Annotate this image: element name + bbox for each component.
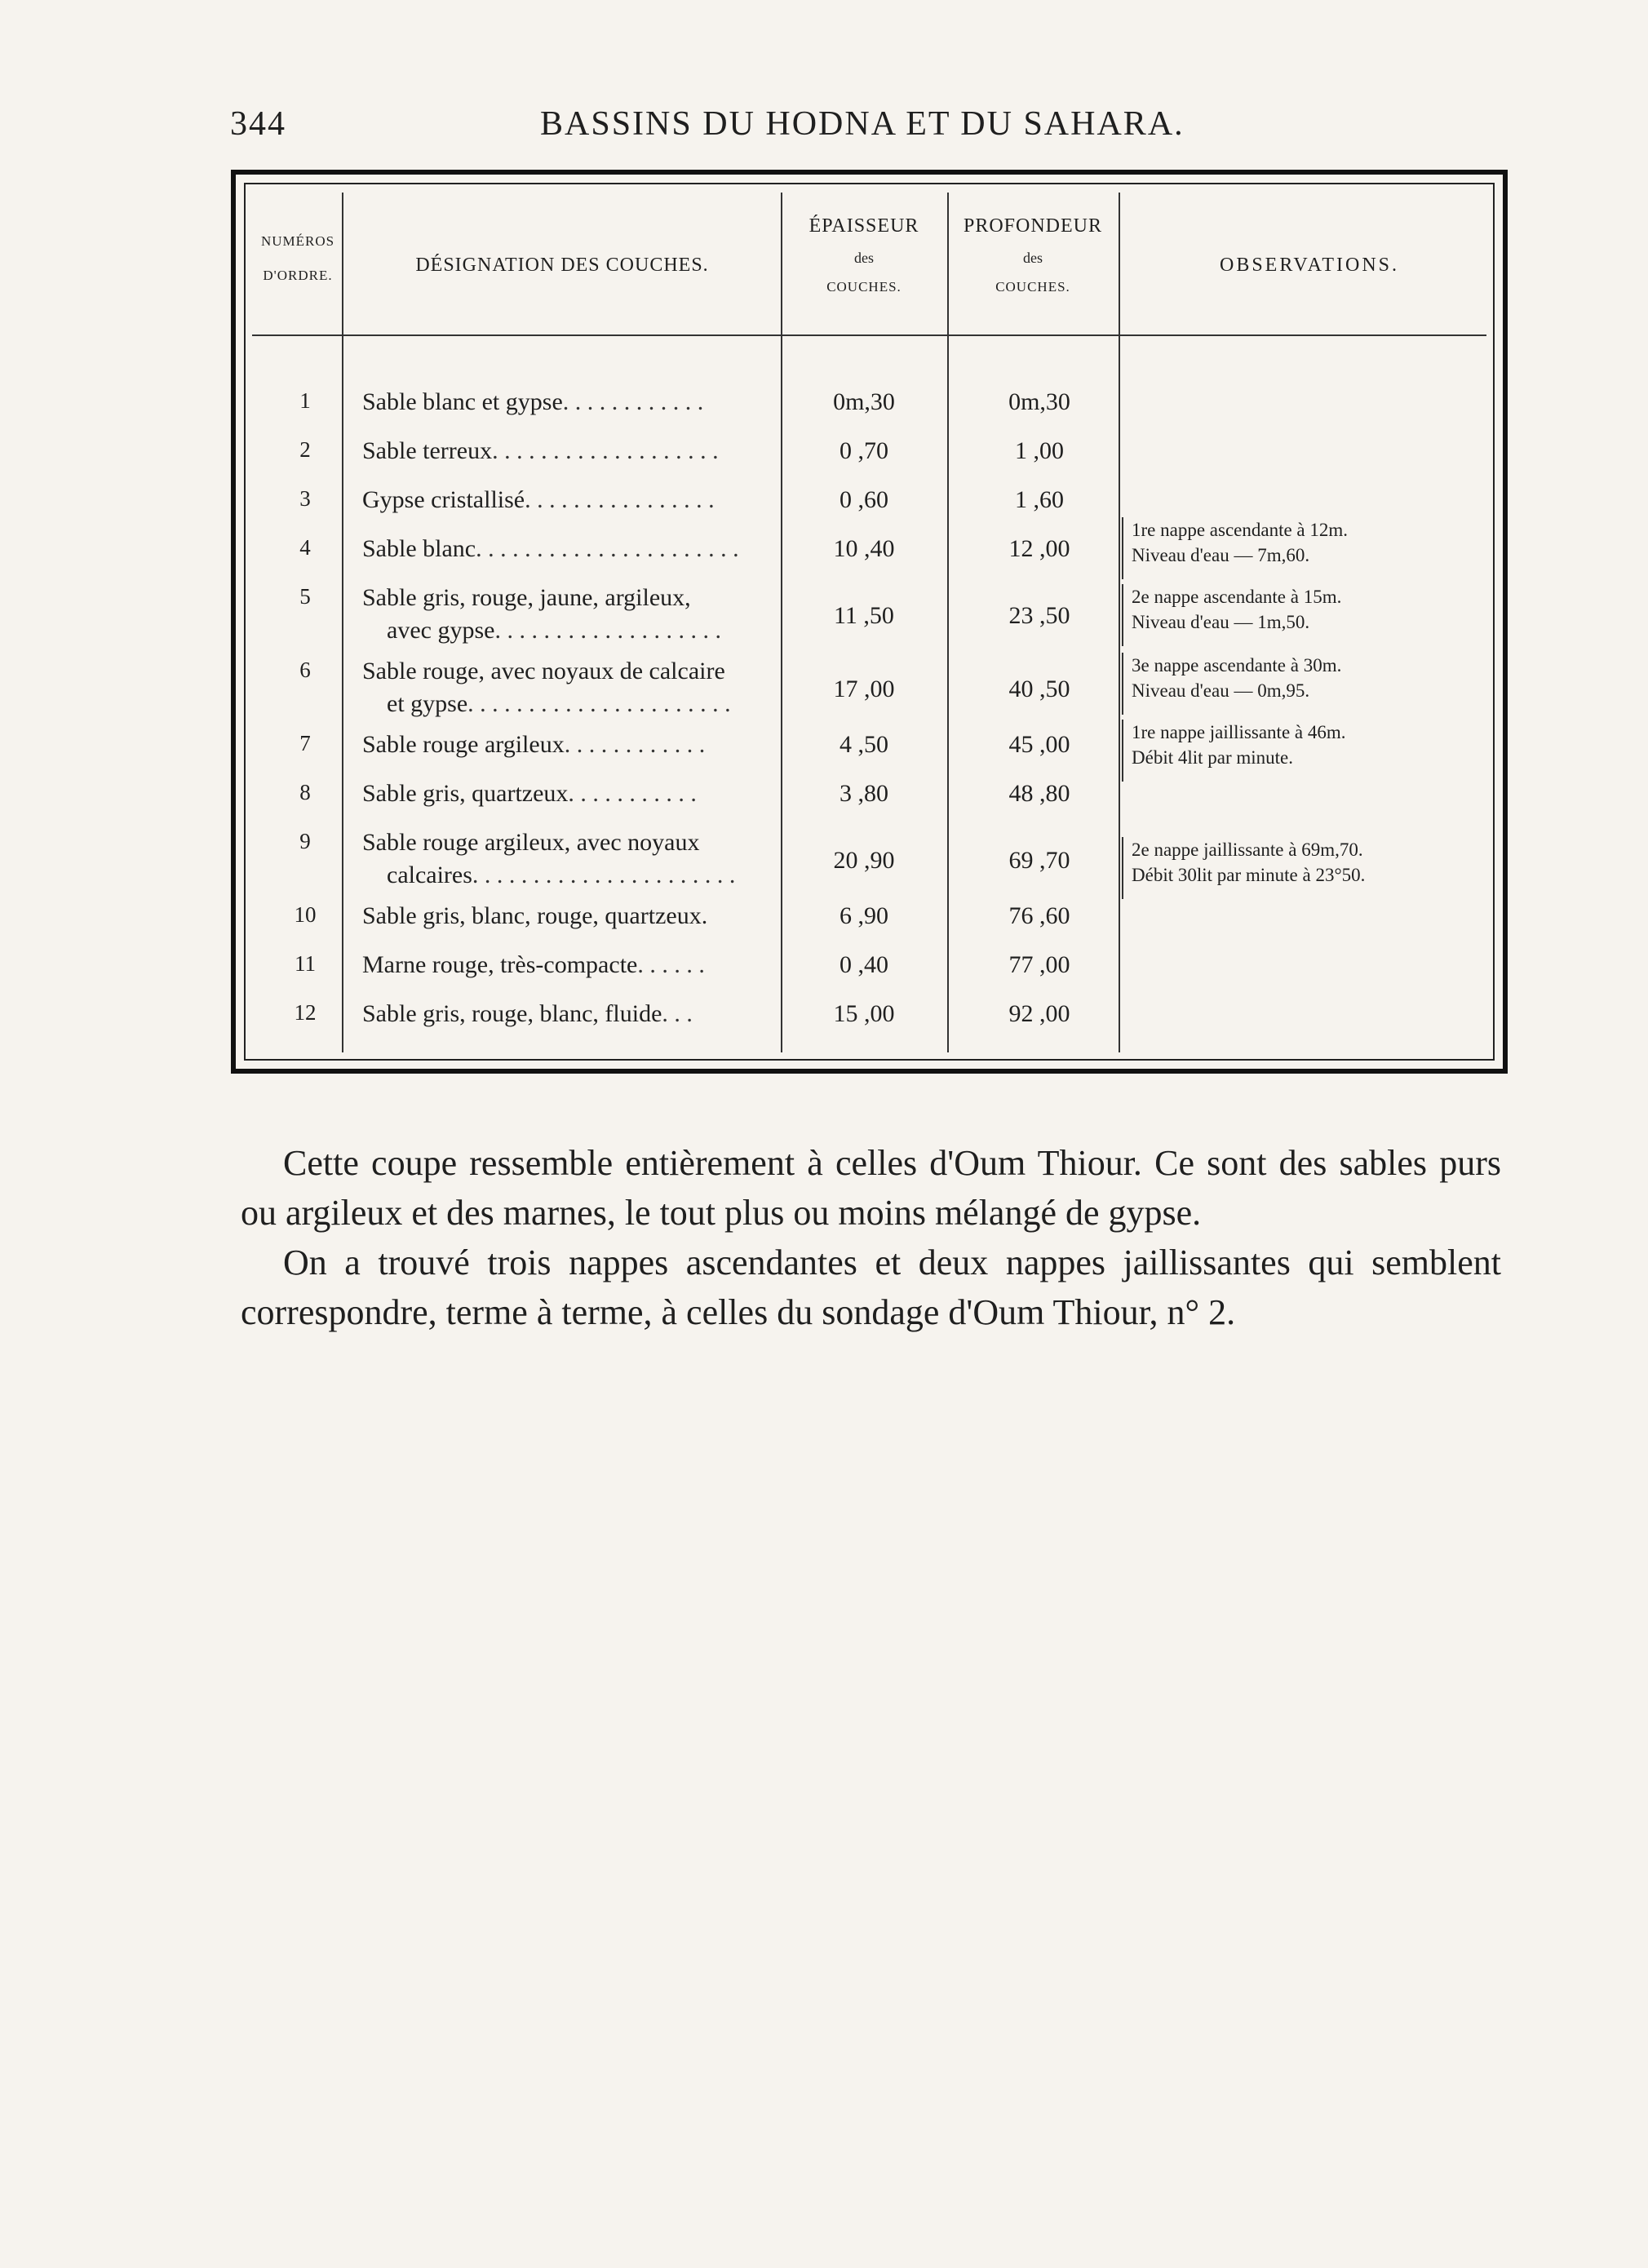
header-profondeur: PROFONDEUR des COUCHES. <box>963 215 1103 295</box>
brace <box>1122 584 1132 646</box>
observation-1: 1re nappe ascendante à 12m. Niveau d'eau — 7m,60. <box>1132 520 1349 566</box>
observation-4: 1re nappe jaillissante à 46m. Débit 4lit par minute. <box>1132 722 1346 769</box>
strata-table: NUMÉROS D'ORDRE. DÉSIGNATION DES COUCHES. ÉPAISSEUR des COUCHES. PROFONDEUR des COUCHES. OBSERVATIONS. 1 Sable blanc et gypse. . . . . . . . . . . . 0m,30 0m,30 2 Sable terreux. . . . . . . . . . . . . . . . . . . 0 ,70 1 ,00 3 Gypse cristallisé. . . . . . . . . . . . . . . . 0 ,60 1 ,60 4 Sable blanc. . . . . . . . . . . . . . . . . . . . . . 10 ,40 12 ,00 5 Sable gris, rouge, jaune, argileux, avec gypse. . . . . . . . . . . . . . . . . . . 11 ,50 23 ,50 6 Sable rouge, avec noyaux de calcaire et gypse. . . . . . . . . . . . . . . . . . . . . . 17 ,00 40 ,50 7 Sable rouge argileux. . . . . . . . . . . . 4 ,50 45 ,00 8 Sable gris, quartzeux. . . . . . . . . . . 3 ,80 48 ,80 9 Sable rouge argileux, avec noyaux calcaires. . . . . . . . . . . . . . . . . . . . . . 20 ,90 69 ,70 10 Sable gris, blanc, rouge, quartzeux. 6 ,90 76 ,60 11 Marne rouge, très-compacte. . . . . . 0 ,40 77 ,00 12 Sable gris, rouge, blanc, fluide. . . 15 ,00 92 ,00 1re nappe ascendante à 12m. Niveau d'eau — 7m,60. 2e nappe ascendante à 15m. Niveau d'eau — 1m,50. 3e nappe ascendante à 30m. Niveau d'eau — 0m,95. 1re nappe jaillissante à 46m. Débit 4lit par minute. 2e nappe jaillissante à 69m,70. Débit 30lit par minute à 23°50. <box>231 170 1508 1074</box>
page-number: 344 <box>230 105 286 143</box>
header-observations: OBSERVATIONS. <box>1219 255 1399 276</box>
observation-3: 3e nappe ascendante à 30m. Niveau d'eau — 0m,95. <box>1132 655 1342 702</box>
brace <box>1122 517 1132 579</box>
header-separator <box>252 334 1486 336</box>
header-epaisseur: ÉPAISSEUR des COUCHES. <box>808 215 919 295</box>
observation-5: 2e nappe jaillissante à 69m,70. Débit 30lit par minute à 23°50. <box>1132 839 1366 886</box>
col-divider-4 <box>1119 193 1120 1052</box>
paragraph-1: Cette coupe ressemble entièrement à celles d'Oum Thiour. Ce sont des sables purs ou argileux et des marnes, le tout plus ou moins mélangé de gypse. <box>241 1143 1501 1233</box>
col-divider-3 <box>947 193 949 1052</box>
observation-2: 2e nappe ascendante à 15m. Niveau d'eau — 1m,50. <box>1132 587 1342 633</box>
body-text <box>241 1138 1501 1337</box>
header-numeros: NUMÉROS D'ORDRE. <box>260 233 335 283</box>
paragraph-2: On a trouvé trois nappes ascendantes et deux nappes jaillissantes qui semblent correspondre, terme à terme, à celles du sondage d'Oum Thiour, n° 2. <box>241 1243 1501 1332</box>
brace <box>1122 837 1132 899</box>
brace <box>1122 720 1132 782</box>
brace <box>1122 653 1132 715</box>
header-designation: DÉSIGNATION DES COUCHES. <box>415 255 709 276</box>
running-title: BASSINS DU HODNA ET DU SAHARA. <box>540 105 1185 143</box>
